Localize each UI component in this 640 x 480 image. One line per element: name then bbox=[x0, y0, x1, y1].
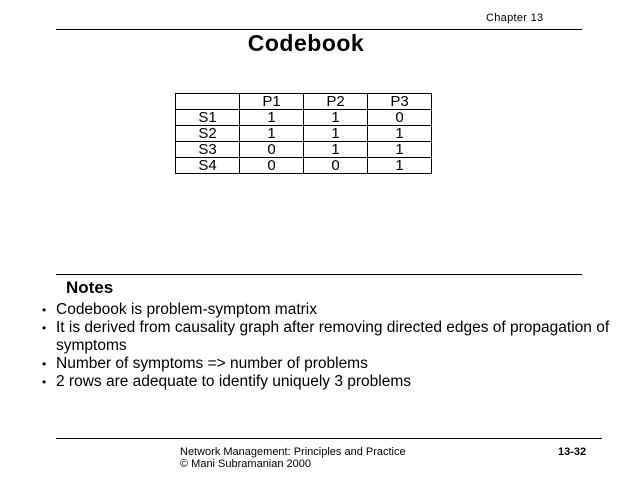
note-text: 2 rows are adequate to identify uniquely 3 problems bbox=[56, 373, 411, 390]
row-label-cell: S2 bbox=[176, 126, 240, 142]
list-item bbox=[42, 373, 622, 391]
table-cell: 0 bbox=[240, 142, 304, 158]
table-cell: 1 bbox=[304, 142, 368, 158]
page-number: 13-32 bbox=[558, 446, 587, 458]
footer-book-title: Network Management: Principles and Practice bbox=[180, 446, 406, 458]
slide-title: Codebook bbox=[247, 30, 365, 56]
notes-heading: Notes bbox=[66, 278, 114, 297]
table-row bbox=[176, 126, 432, 142]
note-text: It is derived from causality graph after removing directed edges of propagation of symptoms bbox=[56, 319, 610, 354]
table-row bbox=[176, 158, 432, 174]
table-cell: 0 bbox=[240, 158, 304, 174]
table-cell: 0 bbox=[368, 110, 432, 126]
table-header-cell bbox=[176, 94, 240, 110]
footer-divider bbox=[56, 438, 602, 439]
list-item bbox=[42, 319, 622, 355]
table-header-cell: P2 bbox=[304, 94, 368, 110]
footer-credit bbox=[180, 446, 406, 470]
table-cell: 1 bbox=[304, 110, 368, 126]
bullet-icon: • bbox=[42, 357, 47, 371]
table-cell: 1 bbox=[240, 110, 304, 126]
chapter-label: Chapter 13 bbox=[486, 12, 544, 24]
bullet-icon: • bbox=[42, 375, 47, 389]
table-cell: 1 bbox=[368, 126, 432, 142]
table-header-cell: P3 bbox=[368, 94, 432, 110]
bullet-icon: • bbox=[42, 303, 47, 317]
row-label-cell: S1 bbox=[176, 110, 240, 126]
row-label-cell: S3 bbox=[176, 142, 240, 158]
notes-divider bbox=[56, 274, 582, 275]
table-cell: 1 bbox=[240, 126, 304, 142]
table-cell: 1 bbox=[368, 142, 432, 158]
notes-list bbox=[42, 301, 622, 391]
table-header-cell: P1 bbox=[240, 94, 304, 110]
note-text: Codebook is problem-symptom matrix bbox=[56, 301, 318, 318]
table-row bbox=[176, 110, 432, 126]
table-row bbox=[176, 142, 432, 158]
table-header-row bbox=[176, 94, 432, 110]
row-label-cell: S4 bbox=[176, 158, 240, 174]
note-text: Number of symptoms => number of problems bbox=[56, 355, 368, 372]
bullet-icon: • bbox=[42, 321, 47, 335]
codebook-table bbox=[175, 93, 432, 174]
list-item bbox=[42, 301, 622, 319]
table-cell: 1 bbox=[304, 126, 368, 142]
table-cell: 0 bbox=[304, 158, 368, 174]
table-cell: 1 bbox=[368, 158, 432, 174]
footer-copyright: © Mani Subramanian 2000 bbox=[180, 458, 312, 470]
list-item bbox=[42, 355, 622, 373]
